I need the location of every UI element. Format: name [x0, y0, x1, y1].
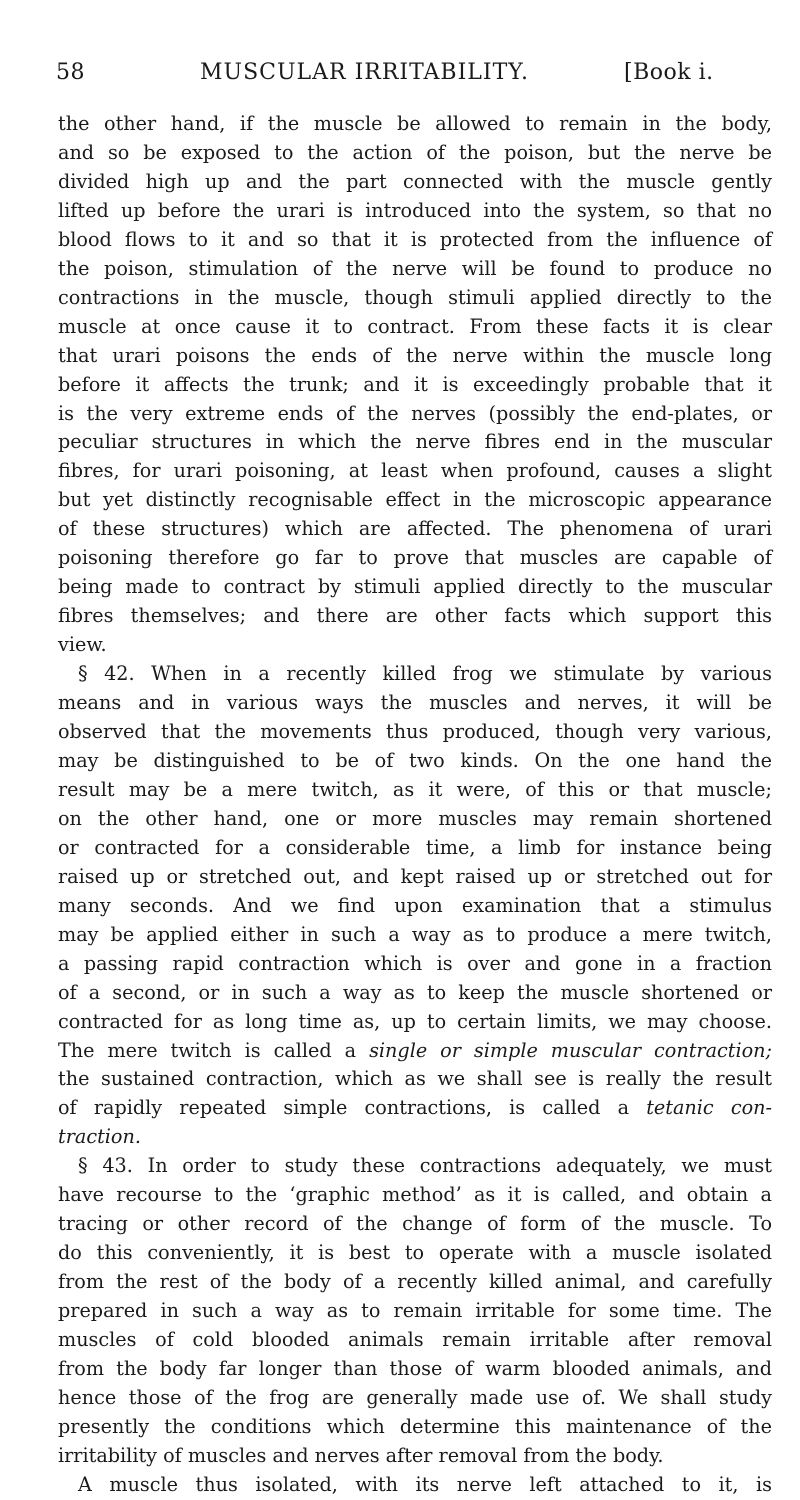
text-line [58, 863, 772, 892]
line-text: many seconds. And we find upon examination that a stimulus [58, 893, 772, 917]
text-line [58, 1297, 772, 1326]
line-text: have recourse to the ‘graphic method’ as it is called, and obtain a [58, 1183, 772, 1207]
text-line [58, 834, 772, 863]
text-line [58, 689, 772, 718]
line-text: muscle at once cause it to contract. From these facts it is clear [58, 314, 772, 338]
line-text: from the body far longer than those of warm blooded animals, and [58, 1356, 772, 1380]
text-line [58, 747, 772, 776]
text-line [58, 400, 772, 429]
text-line [58, 457, 772, 486]
book-reference: [Book i. [624, 60, 714, 85]
line-text: that urari poisons the ends of the nerve within the muscle long [58, 343, 772, 367]
line-text: fibres, for urari poisoning, at least when profound, causes a slight [58, 459, 772, 483]
line-text: result may be a mere twitch, as it were, of this or that muscle; [58, 777, 772, 801]
line-text: being made to contract by stimuli applied directly to the muscular [58, 575, 772, 599]
body-text [58, 110, 772, 1500]
text-line [58, 1413, 772, 1442]
text-line [58, 1442, 772, 1471]
text-line [58, 1037, 772, 1066]
text-line [58, 342, 772, 371]
line-text: blood flows to it and so that it is protected from the influence of [58, 227, 772, 251]
text-line [58, 515, 772, 544]
text-line [58, 371, 772, 400]
line-text: the sustained contraction, which as we shall see is really the result [58, 1067, 772, 1091]
line-text: contracted for as long time as, up to certain limits, we may choose. [58, 1009, 772, 1033]
line-text: hence those of the frog are generally made use of. We shall study [58, 1385, 772, 1409]
line-text: irritability of muscles and nerves after removal from the body. [58, 1443, 664, 1467]
line-text: means and in various ways the muscles and nerves, it will be [58, 691, 772, 715]
text-line [58, 1123, 772, 1152]
line-text: poisoning therefore go far to prove that muscles are capable of [58, 546, 772, 570]
line-text: divided high up and the part connected with the muscle gently [58, 169, 772, 193]
text-line [58, 718, 772, 747]
text-line [58, 1326, 772, 1355]
text-line [58, 602, 772, 631]
text-line [58, 1268, 772, 1297]
line-text: may be distinguished to be of two kinds. On the one hand the [58, 748, 772, 772]
text-line [58, 1355, 772, 1384]
text-line [58, 1008, 772, 1037]
text-line [58, 921, 772, 950]
line-text: A muscle thus isolated, with its nerve left attached to it, is [78, 1472, 772, 1496]
text-line [58, 776, 772, 805]
line-text: may be applied either in such a way as to produce a mere twitch, [58, 922, 772, 946]
text-line [58, 892, 772, 921]
running-title: MUSCULAR IRRITABILITY. [200, 60, 529, 85]
line-text: a passing rapid contraction which is over and gone in a fraction [58, 951, 772, 975]
text-line [58, 1181, 772, 1210]
text-line [58, 1239, 772, 1268]
line-text: from the rest of the body of a recently killed animal, and carefully [58, 1270, 772, 1294]
line-text: presently the conditions which determine this maintenance of the [58, 1414, 772, 1438]
line-text: before it affects the trunk; and it is exceedingly probable that it [58, 372, 772, 396]
line-text: on the other hand, one or more muscles may remain shortened [58, 806, 772, 830]
line-text: do this conveniently, it is best to operate with a muscle isolated [58, 1241, 772, 1265]
line-text: is the very extreme ends of the nerves (possibly the end-plates, or [58, 401, 772, 425]
text-line [58, 197, 772, 226]
line-text: but yet distinctly recognisable effect in the microscopic appearance [58, 488, 772, 512]
line-text: prepared in such a way as to remain irritable for some time. The [58, 1299, 772, 1323]
text-line [58, 805, 772, 834]
line-text: peculiar structures in which the nerve fibres end in the muscular [58, 430, 772, 454]
line-text: muscles of cold blooded animals remain irritable after removal [58, 1328, 772, 1352]
text-line [58, 573, 772, 602]
text-line [58, 486, 772, 515]
text-line [58, 544, 772, 573]
line-text: fibres themselves; and there are other facts which support this [58, 604, 772, 628]
line-text: observed that the movements thus produced, though very various, [58, 720, 772, 744]
text-line [58, 1065, 772, 1094]
text-line [58, 1471, 772, 1500]
text-line [58, 979, 772, 1008]
italic-term: tetanic con- [646, 1096, 772, 1120]
text-line [58, 226, 772, 255]
text-line [58, 110, 772, 139]
line-text: The mere twitch is called a [58, 1038, 370, 1062]
text-line [58, 284, 772, 313]
line-text: of these structures) which are affected. The phenomena of urari [58, 517, 772, 541]
text-line [58, 313, 772, 342]
text-line [58, 631, 772, 660]
line-text: raised up or stretched out, and kept raised up or stretched out for [58, 864, 772, 888]
line-text: the poison, stimulation of the nerve will be found to produce no [58, 256, 772, 280]
line-text: of rapidly repeated simple contractions, is called a [58, 1096, 647, 1120]
text-line [58, 1094, 772, 1123]
line-text: of a second, or in such a way as to keep the muscle shortened or [58, 980, 772, 1004]
page-header [56, 60, 776, 94]
italic-term: single or simple muscular contraction; [369, 1038, 772, 1062]
line-text: view. [58, 633, 107, 657]
line-text: or contracted for a considerable time, a limb for instance being [58, 835, 772, 859]
italic-term: traction. [58, 1125, 141, 1149]
text-line [58, 1210, 772, 1239]
text-line [58, 255, 772, 284]
line-text: lifted up before the urari is introduced into the system, so that no [58, 198, 772, 222]
text-line [58, 1152, 772, 1181]
text-line [58, 139, 772, 168]
text-line [58, 428, 772, 457]
text-line [58, 1384, 772, 1413]
line-text: contractions in the muscle, though stimuli applied directly to the [58, 285, 772, 309]
line-text: § 43. In order to study these contractions adequately, we must [78, 1154, 772, 1178]
text-line [58, 660, 772, 689]
line-text: the other hand, if the muscle be allowed to remain in the body, [58, 112, 772, 135]
line-text: tracing or other record of the change of form of the muscle. To [58, 1212, 772, 1236]
line-text: § 42. When in a recently killed frog we stimulate by various [78, 662, 772, 686]
line-text: and so be exposed to the action of the poison, but the nerve be [58, 140, 772, 164]
text-line [58, 168, 772, 197]
text-line [58, 950, 772, 979]
page-number: 58 [56, 60, 85, 85]
